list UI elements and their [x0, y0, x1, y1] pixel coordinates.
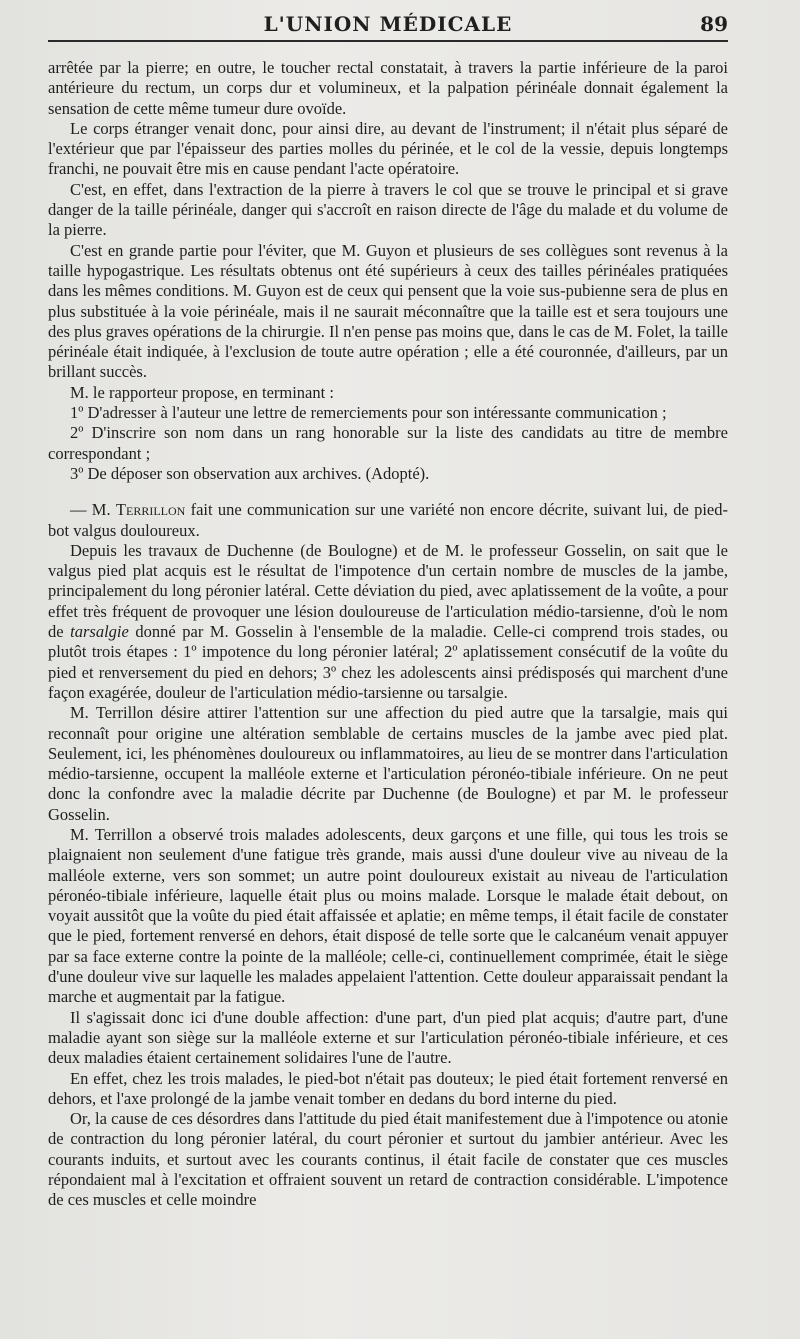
paragraph: 1º D'adresser à l'auteur une lettre de remerciements pour son intéressante communication ; [70, 403, 667, 423]
dash-prefix: — M. [70, 500, 116, 520]
paragraph: 2º D'inscrire son nom dans un rang honorable sur la liste des candidats au titre de membre correspondant ; [48, 423, 728, 463]
paragraph-text: Depuis les travaux de Duchenne (de Boulogne) et de M. le professeur Gosselin, on sait que le valgus pied plat acquis est le résultat de l'impotence d'un certain nombre de muscles de la jambe, principalement du long péronier latéral. Cette déviation du pied, avec aplatissement de la voûte, a pour effet très fréquent de provoquer une lésion douloureuse de l'articulation médio-tarsienne, d'où le nom de [48, 540, 728, 642]
page-header [48, 6, 728, 42]
paragraph-text-continued: donné par M. Gosselin à l'ensemble de la maladie. Celle-ci comprend trois stades, ou plutôt trois étapes : 1º impotence du long péronier latéral; 2º aplatissement consécutif de la voûte du pied et renversement du pied en dehors; 3º chez les adolescents ainsi prédisposés qui marchent d'une façon exagérée, douleur de l'articulation médio-tarsienne ou tarsalgie. [48, 622, 728, 702]
paragraph: Le corps étranger venait donc, pour ainsi dire, au devant de l'instrument; il n'était plus séparé de l'extérieur que par l'épaisseur des parties molles du périnée, et le col de la vessie, depuis longtemps franchi, ne pouvait être mis en cause pendant l'acte opératoire. [48, 118, 728, 179]
paragraph: M. le rapporteur propose, en terminant : [70, 382, 334, 402]
paragraph: C'est en grande partie pour l'éviter, que M. Guyon et plusieurs de ses collègues sont revenus à la taille hypogastrique. Les résultats obtenus ont été supérieurs à ceux des tailles périnéales pratiquées dans les mêmes conditions. M. Guyon est de ceux qui pensent que la voie sus-pubienne sera de plus en plus substituée à la voie périnéale, mais il ne saurait méconnaître que la taille est et sera toujours une des plus graves opérations de la chirurgie. Il n'en pense pas moins que, dans le cas de M. Folet, la taille périnéale était indiquée, à l'exclusion de toute autre opération ; elle a été couronnée, d'ailleurs, par un brillant succès. [48, 240, 728, 382]
paragraph: 3º De déposer son observation aux archives. (Adopté). [70, 463, 430, 483]
running-head: L'UNION MÉDICALE [263, 12, 513, 36]
paragraph: En effet, chez les trois malades, le pied-bot n'était pas douteux; le pied était fortement renversé en dehors, et l'axe prolongé de la jambe venait tomber en dedans du bord interne du pied. [48, 1068, 728, 1108]
intro-text: fait une communication sur une variété non encore décrite, suivant lui, de pied-bot valgus douloureux. [48, 500, 728, 540]
paragraph: Il s'agissait donc ici d'une double affection: d'une part, d'un pied plat acquis; d'autre part, d'une maladie ayant son siège sur la malléole externe et sur l'articulation péronéo-tibiale inférieure, et ces deux maladies étaient certainement solidaires l'une de l'autre. [48, 1007, 728, 1068]
paragraph: M. Terrillon a observé trois malades adolescents, deux garçons et une fille, qui tous les trois se plaignaient non seulement d'une fatigue très grande, mais aussi d'une douleur vive au niveau de la malléole externe, vers son sommet; un autre point douloureux existait au niveau de l'articulation péronéo-tibiale inférieure, laquelle était plus ou moins malade. Lorsque le malade était debout, on voyait aussitôt que la voûte du pied était affaissée et aplatie; en même temps, il était facile de constater que le pied, fortement renversé en dehors, était disposé de telle sorte que le calcanéum venait appuyer par sa face externe contre la pointe de la malléole; celle-ci, continuellement comprimée, était le siège d'une douleur vive sur laquelle les malades appelaient l'attention. Cette douleur apparaissait pendant la marche et augmentait par la fatigue. [48, 824, 728, 1007]
paragraph: C'est, en effet, dans l'extraction de la pierre à travers le col que se trouve le principal et si grave danger de la taille périnéale, danger qui s'accroît en raison directe de l'âge du malade et du volume de la pierre. [48, 179, 728, 240]
paragraph: Or, la cause de ces désordres dans l'attitude du pied était manifestement due à l'impotence ou atonie de contraction du long péronier latéral, du court péronier et surtout du jambier antérieur. Avec les courants induits, et surtout avec les courants continus, il était facile de constater que ces muscles répondaient mal à l'excitation et offraient souvent un retard de contraction considérable. L'impotence de ces muscles et celle moindre [48, 1109, 728, 1210]
body-text [48, 58, 728, 1211]
paragraph-duchenne [48, 541, 728, 703]
paragraph-terrillon-intro [48, 500, 728, 541]
page-number: 89 [700, 12, 728, 36]
paragraph: M. Terrillon désire attirer l'attention sur une affection du pied autre que la tarsalgie, mais qui reconnaît pour origine une altération semblable de certains muscles de la jambe avec pied plat. Seulement, ici, les phénomènes douloureux ou inflammatoires, au lieu de se montrer dans l'articulation médio-tarsienne, occupent la malléole externe et l'articulation péronéo-tibiale inférieure. On ne peut donc la confondre avec la maladie décrite par Duchenne (de Boulogne) et par M. le professeur Gosselin. [48, 703, 728, 824]
italic-term: tarsalgie [70, 622, 129, 642]
author-name: Terrillon [115, 500, 186, 520]
paragraph: arrêtée par la pierre; en outre, le toucher rectal constatait, à travers la partie inférieure de la paroi antérieure du rectum, un corps dur et volumineux, et la palpation périnéale donnait également la sensation de cette même tumeur dure ovoïde. [48, 58, 728, 118]
